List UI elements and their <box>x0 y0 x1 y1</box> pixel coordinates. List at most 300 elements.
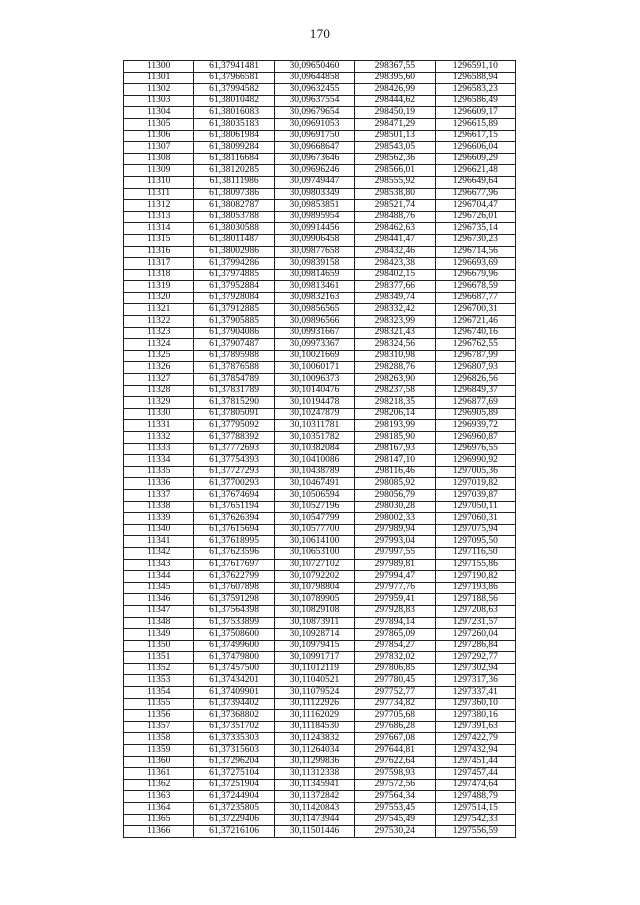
table-row <box>124 432 516 444</box>
point-id-cell: 11316 <box>124 246 194 258</box>
latitude-cell: 61,37564398 <box>194 605 274 617</box>
y-coordinate-cell: 1296617,15 <box>435 130 515 142</box>
x-coordinate-cell: 298116,46 <box>355 466 435 478</box>
y-coordinate-cell: 1296677,96 <box>435 188 515 200</box>
longitude-cell: 30,09813461 <box>274 281 354 293</box>
x-coordinate-cell: 298237,58 <box>355 385 435 397</box>
latitude-cell: 61,37618995 <box>194 536 274 548</box>
x-coordinate-cell: 298056,79 <box>355 489 435 501</box>
point-id-cell: 11315 <box>124 234 194 246</box>
longitude-cell: 30,11079524 <box>274 687 354 699</box>
longitude-cell: 30,10792202 <box>274 571 354 583</box>
latitude-cell: 61,37617697 <box>194 559 274 571</box>
point-id-cell: 11312 <box>124 200 194 212</box>
point-id-cell: 11361 <box>124 768 194 780</box>
coordinates-table-body <box>124 61 516 838</box>
x-coordinate-cell: 298349,74 <box>355 292 435 304</box>
point-id-cell: 11323 <box>124 327 194 339</box>
table-row <box>124 803 516 815</box>
latitude-cell: 61,37607898 <box>194 582 274 594</box>
table-row <box>124 142 516 154</box>
latitude-cell: 61,38116684 <box>194 153 274 165</box>
y-coordinate-cell: 1296730,23 <box>435 234 515 246</box>
y-coordinate-cell: 1297380,16 <box>435 710 515 722</box>
point-id-cell: 11334 <box>124 455 194 467</box>
y-coordinate-cell: 1297019,82 <box>435 478 515 490</box>
table-row <box>124 165 516 177</box>
y-coordinate-cell: 1296960,87 <box>435 432 515 444</box>
latitude-cell: 61,37941481 <box>194 61 274 73</box>
x-coordinate-cell: 298321,43 <box>355 327 435 339</box>
latitude-cell: 61,37795092 <box>194 420 274 432</box>
x-coordinate-cell: 297994,47 <box>355 571 435 583</box>
point-id-cell: 11365 <box>124 814 194 826</box>
longitude-cell: 30,10140476 <box>274 385 354 397</box>
table-row <box>124 269 516 281</box>
latitude-cell: 61,37622799 <box>194 571 274 583</box>
point-id-cell: 11364 <box>124 803 194 815</box>
table-row <box>124 118 516 130</box>
x-coordinate-cell: 297734,82 <box>355 698 435 710</box>
y-coordinate-cell: 1296976,55 <box>435 443 515 455</box>
latitude-cell: 61,37772693 <box>194 443 274 455</box>
longitude-cell: 30,09803349 <box>274 188 354 200</box>
y-coordinate-cell: 1297231,57 <box>435 617 515 629</box>
table-row <box>124 640 516 652</box>
point-id-cell: 11300 <box>124 61 194 73</box>
longitude-cell: 30,10873911 <box>274 617 354 629</box>
y-coordinate-cell: 1296704,47 <box>435 200 515 212</box>
y-coordinate-cell: 1296849,37 <box>435 385 515 397</box>
table-row <box>124 72 516 84</box>
point-id-cell: 11309 <box>124 165 194 177</box>
latitude-cell: 61,37244904 <box>194 791 274 803</box>
latitude-cell: 61,37754393 <box>194 455 274 467</box>
x-coordinate-cell: 298501,13 <box>355 130 435 142</box>
table-row <box>124 211 516 223</box>
latitude-cell: 61,37315603 <box>194 745 274 757</box>
point-id-cell: 11317 <box>124 258 194 270</box>
longitude-cell: 30,09691750 <box>274 130 354 142</box>
table-row <box>124 362 516 374</box>
latitude-cell: 61,37335303 <box>194 733 274 745</box>
table-row <box>124 687 516 699</box>
latitude-cell: 61,38035183 <box>194 118 274 130</box>
longitude-cell: 30,10614100 <box>274 536 354 548</box>
longitude-cell: 30,10467491 <box>274 478 354 490</box>
x-coordinate-cell: 298147,10 <box>355 455 435 467</box>
point-id-cell: 11314 <box>124 223 194 235</box>
y-coordinate-cell: 1296687,77 <box>435 292 515 304</box>
longitude-cell: 30,10438789 <box>274 466 354 478</box>
x-coordinate-cell: 298543,05 <box>355 142 435 154</box>
latitude-cell: 61,37235805 <box>194 803 274 815</box>
y-coordinate-cell: 1296990,92 <box>435 455 515 467</box>
table-row <box>124 95 516 107</box>
table-row <box>124 710 516 722</box>
latitude-cell: 61,38016083 <box>194 107 274 119</box>
y-coordinate-cell: 1296877,69 <box>435 397 515 409</box>
table-row <box>124 153 516 165</box>
x-coordinate-cell: 298193,99 <box>355 420 435 432</box>
latitude-cell: 61,37296204 <box>194 756 274 768</box>
longitude-cell: 30,11345941 <box>274 779 354 791</box>
point-id-cell: 11325 <box>124 350 194 362</box>
y-coordinate-cell: 1296583,23 <box>435 84 515 96</box>
x-coordinate-cell: 298562,36 <box>355 153 435 165</box>
table-row <box>124 571 516 583</box>
x-coordinate-cell: 297564,34 <box>355 791 435 803</box>
table-row <box>124 397 516 409</box>
y-coordinate-cell: 1297474,64 <box>435 779 515 791</box>
table-row <box>124 350 516 362</box>
x-coordinate-cell: 298432,46 <box>355 246 435 258</box>
table-row <box>124 721 516 733</box>
longitude-cell: 30,11012119 <box>274 663 354 675</box>
point-id-cell: 11345 <box>124 582 194 594</box>
table-row <box>124 443 516 455</box>
y-coordinate-cell: 1297422,79 <box>435 733 515 745</box>
point-id-cell: 11353 <box>124 675 194 687</box>
latitude-cell: 61,37831789 <box>194 385 274 397</box>
x-coordinate-cell: 298332,42 <box>355 304 435 316</box>
longitude-cell: 30,10351782 <box>274 432 354 444</box>
x-coordinate-cell: 298426,99 <box>355 84 435 96</box>
point-id-cell: 11354 <box>124 687 194 699</box>
y-coordinate-cell: 1297542,33 <box>435 814 515 826</box>
x-coordinate-cell: 298423,38 <box>355 258 435 270</box>
x-coordinate-cell: 297598,93 <box>355 768 435 780</box>
longitude-cell: 30,09931667 <box>274 327 354 339</box>
longitude-cell: 30,11299836 <box>274 756 354 768</box>
table-row <box>124 478 516 490</box>
x-coordinate-cell: 297989,94 <box>355 524 435 536</box>
y-coordinate-cell: 1297060,31 <box>435 513 515 525</box>
longitude-cell: 30,10727102 <box>274 559 354 571</box>
x-coordinate-cell: 298566,01 <box>355 165 435 177</box>
point-id-cell: 11362 <box>124 779 194 791</box>
x-coordinate-cell: 298488,76 <box>355 211 435 223</box>
x-coordinate-cell: 298441,47 <box>355 234 435 246</box>
y-coordinate-cell: 1296586,49 <box>435 95 515 107</box>
point-id-cell: 11329 <box>124 397 194 409</box>
y-coordinate-cell: 1296615,89 <box>435 118 515 130</box>
longitude-cell: 30,09895954 <box>274 211 354 223</box>
point-id-cell: 11355 <box>124 698 194 710</box>
latitude-cell: 61,37623596 <box>194 547 274 559</box>
longitude-cell: 30,09896566 <box>274 316 354 328</box>
table-row <box>124 629 516 641</box>
table-row <box>124 188 516 200</box>
y-coordinate-cell: 1296649,64 <box>435 176 515 188</box>
latitude-cell: 61,37615694 <box>194 524 274 536</box>
point-id-cell: 11338 <box>124 501 194 513</box>
y-coordinate-cell: 1297292,77 <box>435 652 515 664</box>
x-coordinate-cell: 297806,85 <box>355 663 435 675</box>
x-coordinate-cell: 297622,64 <box>355 756 435 768</box>
table-row <box>124 826 516 838</box>
table-row <box>124 594 516 606</box>
table-row <box>124 814 516 826</box>
x-coordinate-cell: 297977,76 <box>355 582 435 594</box>
longitude-cell: 30,09973367 <box>274 339 354 351</box>
point-id-cell: 11336 <box>124 478 194 490</box>
longitude-cell: 30,11122926 <box>274 698 354 710</box>
x-coordinate-cell: 298185,90 <box>355 432 435 444</box>
latitude-cell: 61,37700293 <box>194 478 274 490</box>
y-coordinate-cell: 1297190,82 <box>435 571 515 583</box>
point-id-cell: 11328 <box>124 385 194 397</box>
x-coordinate-cell: 298085,92 <box>355 478 435 490</box>
table-row <box>124 582 516 594</box>
longitude-cell: 30,10096373 <box>274 374 354 386</box>
point-id-cell: 11306 <box>124 130 194 142</box>
table-row <box>124 698 516 710</box>
y-coordinate-cell: 1297451,44 <box>435 756 515 768</box>
x-coordinate-cell: 298323,99 <box>355 316 435 328</box>
x-coordinate-cell: 298288,76 <box>355 362 435 374</box>
table-row <box>124 559 516 571</box>
latitude-cell: 61,37788392 <box>194 432 274 444</box>
table-row <box>124 466 516 478</box>
point-id-cell: 11341 <box>124 536 194 548</box>
y-coordinate-cell: 1297488,79 <box>435 791 515 803</box>
latitude-cell: 61,38111986 <box>194 176 274 188</box>
longitude-cell: 30,10653100 <box>274 547 354 559</box>
latitude-cell: 61,38061984 <box>194 130 274 142</box>
y-coordinate-cell: 1296606,04 <box>435 142 515 154</box>
x-coordinate-cell: 298450,19 <box>355 107 435 119</box>
table-row <box>124 258 516 270</box>
longitude-cell: 30,11312338 <box>274 768 354 780</box>
table-row <box>124 524 516 536</box>
x-coordinate-cell: 298310,98 <box>355 350 435 362</box>
latitude-cell: 61,37674694 <box>194 489 274 501</box>
latitude-cell: 61,37912885 <box>194 304 274 316</box>
longitude-cell: 30,09749447 <box>274 176 354 188</box>
point-id-cell: 11320 <box>124 292 194 304</box>
latitude-cell: 61,37216106 <box>194 826 274 838</box>
point-id-cell: 11350 <box>124 640 194 652</box>
table-row <box>124 107 516 119</box>
latitude-cell: 61,38097386 <box>194 188 274 200</box>
latitude-cell: 61,38053788 <box>194 211 274 223</box>
x-coordinate-cell: 297928,83 <box>355 605 435 617</box>
table-row <box>124 339 516 351</box>
x-coordinate-cell: 298324,56 <box>355 339 435 351</box>
y-coordinate-cell: 1297317,36 <box>435 675 515 687</box>
latitude-cell: 61,37434201 <box>194 675 274 687</box>
x-coordinate-cell: 298002,33 <box>355 513 435 525</box>
y-coordinate-cell: 1297095,50 <box>435 536 515 548</box>
point-id-cell: 11308 <box>124 153 194 165</box>
longitude-cell: 30,10311781 <box>274 420 354 432</box>
longitude-cell: 30,11162029 <box>274 710 354 722</box>
y-coordinate-cell: 1297039,87 <box>435 489 515 501</box>
table-row <box>124 84 516 96</box>
x-coordinate-cell: 298218,35 <box>355 397 435 409</box>
x-coordinate-cell: 297572,56 <box>355 779 435 791</box>
point-id-cell: 11360 <box>124 756 194 768</box>
latitude-cell: 61,37854789 <box>194 374 274 386</box>
point-id-cell: 11302 <box>124 84 194 96</box>
point-id-cell: 11327 <box>124 374 194 386</box>
latitude-cell: 61,38011487 <box>194 234 274 246</box>
x-coordinate-cell: 297894,14 <box>355 617 435 629</box>
x-coordinate-cell: 297545,49 <box>355 814 435 826</box>
table-row <box>124 791 516 803</box>
latitude-cell: 61,37907487 <box>194 339 274 351</box>
table-row <box>124 733 516 745</box>
table-row <box>124 652 516 664</box>
y-coordinate-cell: 1297337,41 <box>435 687 515 699</box>
x-coordinate-cell: 298444,62 <box>355 95 435 107</box>
point-id-cell: 11357 <box>124 721 194 733</box>
x-coordinate-cell: 298538,80 <box>355 188 435 200</box>
point-id-cell: 11321 <box>124 304 194 316</box>
table-row <box>124 327 516 339</box>
latitude-cell: 61,37974885 <box>194 269 274 281</box>
point-id-cell: 11347 <box>124 605 194 617</box>
longitude-cell: 30,10527196 <box>274 501 354 513</box>
table-row <box>124 200 516 212</box>
y-coordinate-cell: 1296721,46 <box>435 316 515 328</box>
y-coordinate-cell: 1296826,56 <box>435 374 515 386</box>
page-number: 170 <box>309 26 331 41</box>
x-coordinate-cell: 297530,24 <box>355 826 435 838</box>
latitude-cell: 61,37229406 <box>194 814 274 826</box>
table-row <box>124 234 516 246</box>
longitude-cell: 30,10789905 <box>274 594 354 606</box>
table-row <box>124 536 516 548</box>
point-id-cell: 11310 <box>124 176 194 188</box>
point-id-cell: 11335 <box>124 466 194 478</box>
x-coordinate-cell: 297997,55 <box>355 547 435 559</box>
longitude-cell: 30,10382084 <box>274 443 354 455</box>
table-row <box>124 176 516 188</box>
longitude-cell: 30,09906458 <box>274 234 354 246</box>
y-coordinate-cell: 1297260,04 <box>435 629 515 641</box>
y-coordinate-cell: 1296591,10 <box>435 61 515 73</box>
y-coordinate-cell: 1296714,56 <box>435 246 515 258</box>
latitude-cell: 61,37805091 <box>194 408 274 420</box>
point-id-cell: 11356 <box>124 710 194 722</box>
x-coordinate-cell: 298462,63 <box>355 223 435 235</box>
longitude-cell: 30,09650460 <box>274 61 354 73</box>
latitude-cell: 61,37394402 <box>194 698 274 710</box>
point-id-cell: 11301 <box>124 72 194 84</box>
latitude-cell: 61,37876588 <box>194 362 274 374</box>
x-coordinate-cell: 298167,93 <box>355 443 435 455</box>
y-coordinate-cell: 1296740,16 <box>435 327 515 339</box>
latitude-cell: 61,37928084 <box>194 292 274 304</box>
latitude-cell: 61,37905885 <box>194 316 274 328</box>
longitude-cell: 30,11184530 <box>274 721 354 733</box>
point-id-cell: 11352 <box>124 663 194 675</box>
latitude-cell: 61,37966581 <box>194 72 274 84</box>
latitude-cell: 61,37651194 <box>194 501 274 513</box>
latitude-cell: 61,37351702 <box>194 721 274 733</box>
longitude-cell: 30,10829108 <box>274 605 354 617</box>
point-id-cell: 11348 <box>124 617 194 629</box>
table-row <box>124 385 516 397</box>
table-row <box>124 420 516 432</box>
point-id-cell: 11358 <box>124 733 194 745</box>
point-id-cell: 11346 <box>124 594 194 606</box>
y-coordinate-cell: 1296726,01 <box>435 211 515 223</box>
table-row <box>124 501 516 513</box>
table-row <box>124 455 516 467</box>
table-row <box>124 408 516 420</box>
x-coordinate-cell: 297959,41 <box>355 594 435 606</box>
table-row <box>124 130 516 142</box>
longitude-cell: 30,10021669 <box>274 350 354 362</box>
x-coordinate-cell: 298471,29 <box>355 118 435 130</box>
point-id-cell: 11326 <box>124 362 194 374</box>
y-coordinate-cell: 1296609,17 <box>435 107 515 119</box>
longitude-cell: 30,11420843 <box>274 803 354 815</box>
latitude-cell: 61,37591298 <box>194 594 274 606</box>
longitude-cell: 30,10247879 <box>274 408 354 420</box>
point-id-cell: 11332 <box>124 432 194 444</box>
longitude-cell: 30,10577700 <box>274 524 354 536</box>
x-coordinate-cell: 298367,55 <box>355 61 435 73</box>
latitude-cell: 61,38099284 <box>194 142 274 154</box>
y-coordinate-cell: 1297116,50 <box>435 547 515 559</box>
point-id-cell: 11342 <box>124 547 194 559</box>
latitude-cell: 61,37815290 <box>194 397 274 409</box>
y-coordinate-cell: 1296939,72 <box>435 420 515 432</box>
table-row <box>124 281 516 293</box>
x-coordinate-cell: 297553,45 <box>355 803 435 815</box>
point-id-cell: 11343 <box>124 559 194 571</box>
longitude-cell: 30,10979415 <box>274 640 354 652</box>
longitude-cell: 30,10991717 <box>274 652 354 664</box>
point-id-cell: 11318 <box>124 269 194 281</box>
longitude-cell: 30,09877658 <box>274 246 354 258</box>
coordinates-table <box>123 60 516 838</box>
y-coordinate-cell: 1296905,89 <box>435 408 515 420</box>
point-id-cell: 11331 <box>124 420 194 432</box>
y-coordinate-cell: 1296693,69 <box>435 258 515 270</box>
point-id-cell: 11349 <box>124 629 194 641</box>
longitude-cell: 30,09853851 <box>274 200 354 212</box>
x-coordinate-cell: 297644,81 <box>355 745 435 757</box>
x-coordinate-cell: 298555,92 <box>355 176 435 188</box>
longitude-cell: 30,09814659 <box>274 269 354 281</box>
longitude-cell: 30,09668647 <box>274 142 354 154</box>
table-row <box>124 745 516 757</box>
latitude-cell: 61,37727293 <box>194 466 274 478</box>
x-coordinate-cell: 297705,68 <box>355 710 435 722</box>
point-id-cell: 11330 <box>124 408 194 420</box>
y-coordinate-cell: 1296807,93 <box>435 362 515 374</box>
y-coordinate-cell: 1297360,10 <box>435 698 515 710</box>
table-row <box>124 304 516 316</box>
point-id-cell: 11324 <box>124 339 194 351</box>
y-coordinate-cell: 1297193,86 <box>435 582 515 594</box>
latitude-cell: 61,37994286 <box>194 258 274 270</box>
latitude-cell: 61,37994582 <box>194 84 274 96</box>
table-row <box>124 374 516 386</box>
latitude-cell: 61,37895988 <box>194 350 274 362</box>
y-coordinate-cell: 1297050,11 <box>435 501 515 513</box>
longitude-cell: 30,10547799 <box>274 513 354 525</box>
y-coordinate-cell: 1296762,55 <box>435 339 515 351</box>
table-row <box>124 246 516 258</box>
longitude-cell: 30,09637554 <box>274 95 354 107</box>
y-coordinate-cell: 1297075,94 <box>435 524 515 536</box>
